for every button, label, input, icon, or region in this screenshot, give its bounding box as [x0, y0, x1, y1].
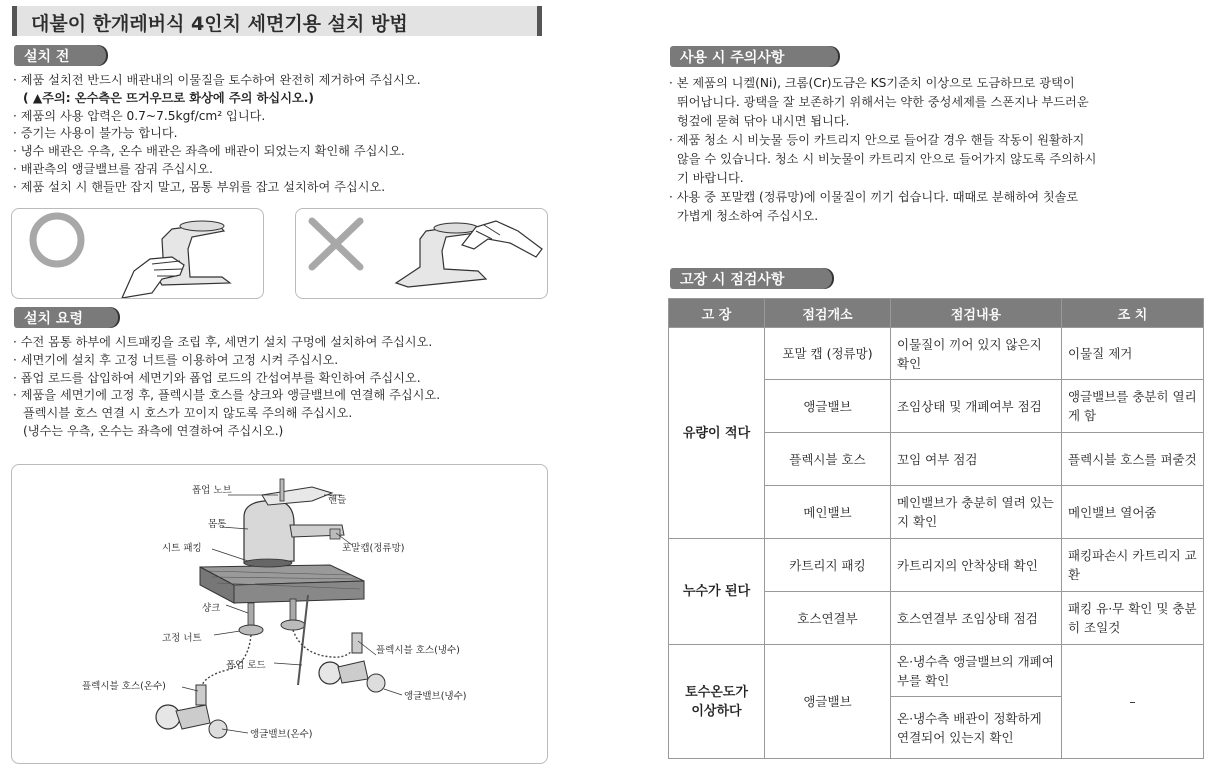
caution-line: 뛰어납니다. 광택을 잘 보존하기 위해서는 약한 중성세제를 스폰지나 부드러운	[677, 95, 1089, 109]
part-cell: 포말 캡 (정류망)	[765, 328, 891, 380]
action-cell: 패킹 유·무 확인 및 충분히 조일것	[1062, 592, 1204, 645]
caution-line: 않을 수 있습니다. 청소 시 비눗물이 카트리지 안으로 들어가지 않도록 주의하시	[677, 152, 1097, 166]
label-body: 몸통	[208, 519, 227, 530]
part-cell: 카트리지 패킹	[765, 539, 891, 592]
fault-cell: 누수가 된다	[669, 539, 765, 645]
table-header-row	[669, 299, 1204, 328]
check-cell: 조임상태 및 개폐여부 점검	[891, 380, 1062, 433]
label-aerator: 포말캡(정류망)	[342, 543, 405, 554]
fault-cell: 유량이 적다	[669, 328, 765, 539]
installation-diagram	[12, 465, 547, 763]
section-tab-install-guide: 설치 요령	[14, 307, 118, 328]
caution-line: 헝겊에 묻혀 닦아 내시면 됩니다.	[677, 114, 850, 128]
installation-diagram-box	[11, 464, 548, 764]
part-cell: 호스연결부	[765, 592, 891, 645]
cross-x-icon	[312, 221, 360, 267]
column-header: 점검개소	[765, 299, 891, 328]
list-item: · 폽업 로드를 삽입하여 세면기와 폽업 로드의 간섭여부를 확인하여 주십시오.	[13, 370, 421, 385]
action-cell: –	[1062, 645, 1204, 759]
column-header: 조 치	[1062, 299, 1204, 328]
list-item: · 제품을 세면기에 고정 후, 플렉시블 호스를 샹크와 앵글밸브에 연결해 주십시오.	[13, 388, 441, 403]
section-tab-before-install: 설치 전	[14, 45, 106, 66]
label-angle-valve-hot: 앵글밸브(온수)	[250, 729, 313, 740]
action-cell: 이물질 제거	[1062, 328, 1204, 380]
section-tab-troubleshooting: 고장 시 점검사항	[670, 268, 832, 289]
correct-grip-illustration	[11, 208, 264, 299]
check-cell: 메인밸브가 충분히 열려 있는지 확인	[891, 486, 1062, 539]
column-header: 점검내용	[891, 299, 1062, 328]
label-shank: 샹크	[202, 603, 221, 614]
list-item: · 냉수 배관은 우측, 온수 배관은 좌측에 배관이 되었는지 확인해 주십시오.	[13, 144, 405, 159]
check-cell: 온·냉수측 배관이 정확하게 연결되어 있는지 확인	[891, 697, 1062, 759]
caution-line: · 본 제품의 니켈(Ni), 크롬(Cr)도금은 KS기준치 이상으로 도금하므로 광택이	[669, 76, 1075, 90]
action-cell: 플렉시블 호스를 펴줄것	[1062, 433, 1204, 486]
page-title-bar	[12, 6, 542, 36]
before-install-list	[13, 72, 421, 197]
action-cell: 패킹파손시 카트리지 교환	[1062, 539, 1204, 592]
list-item: · 제품의 사용 압력은 0.7~7.5kgf/cm² 입니다.	[13, 108, 266, 123]
label-popup-rod: 폽업 로드	[226, 660, 266, 671]
section-tab-usage-caution: 사용 시 주의사항	[670, 46, 838, 67]
caution-line: 가볍게 청소하여 주십시오.	[677, 209, 819, 223]
check-cell: 카트리지의 안착상태 확인	[891, 539, 1062, 592]
label-flex-hose-cold: 플렉시블 호스(냉수)	[376, 645, 460, 656]
list-item: 플렉시블 호스 연결 시 호스가 꼬이지 않도록 주의해 주십시오.	[23, 406, 353, 421]
label-popup-knob: 폽업 노브	[192, 485, 232, 496]
label-handle: 핸들	[328, 495, 347, 506]
install-guide-list	[13, 334, 440, 441]
label-fixing-nut: 고정 너트	[162, 633, 202, 644]
action-cell: 메인밸브 열어줌	[1062, 486, 1204, 539]
list-item: (냉수는 우측, 온수는 좌측에 연결하여 주십시오.)	[23, 423, 284, 438]
caution-line: · 사용 중 포말캡 (정류망)에 이물질이 끼기 쉽습니다. 때때로 분해하여 칫솔로	[669, 190, 1079, 204]
part-cell: 메인밸브	[765, 486, 891, 539]
circle-o-icon	[33, 216, 81, 264]
list-item: · 세면기에 설치 후 고정 너트를 이용하여 고정 시켜 주십시오.	[13, 352, 339, 367]
fault-cell: 토수온도가 이상하다	[669, 645, 765, 759]
check-cell: 꼬임 여부 점검	[891, 433, 1062, 486]
incorrect-grip-drawing	[296, 209, 547, 298]
correct-grip-drawing	[12, 209, 263, 298]
label-flex-hose-hot: 플렉시블 호스(온수)	[82, 681, 166, 692]
page-title: 대붙이 한개레버식 4인치 세면기용 설치 방법	[31, 13, 408, 35]
check-cell: 이물질이 끼어 있지 않은지 확인	[891, 328, 1062, 380]
list-item: · 증기는 사용이 불가능 합니다.	[13, 126, 178, 141]
usage-caution-text	[669, 74, 1203, 226]
action-cell: 앵글밸브를 충분히 열리게 함	[1062, 380, 1204, 433]
list-item: · 수전 몸통 하부에 시트패킹을 조립 후, 세면기 설치 구멍에 설치하여 주십시오.	[13, 335, 433, 349]
check-cell: 호스연결부 조임상태 점검	[891, 592, 1062, 645]
troubleshooting-table	[668, 298, 1204, 759]
caution-line: · 제품 청소 시 비눗물 등이 카트리지 안으로 들어갈 경우 핸들 작동이 원활하지	[669, 133, 1085, 147]
caution-line: 기 바랍니다.	[677, 171, 744, 185]
label-angle-valve-cold: 앵글밸브(냉수)	[404, 691, 467, 702]
table-row	[669, 328, 1204, 380]
caution-paragraph	[669, 74, 1203, 226]
column-header: 고 장	[669, 299, 765, 328]
label-seat-packing: 시트 패킹	[162, 543, 202, 554]
part-cell: 앵글밸브	[765, 380, 891, 433]
part-cell: 앵글밸브	[765, 645, 891, 759]
warning-item: ( ▲주의: 온수측은 뜨거우므로 화상에 주의 하십시오.)	[23, 90, 314, 105]
table-row	[669, 539, 1204, 592]
check-cell: 온·냉수측 앵글밸브의 개폐여부를 확인	[891, 645, 1062, 697]
list-item: · 배관측의 앵글밸브를 잠궈 주십시오.	[13, 161, 213, 176]
list-item: · 제품 설치 시 핸들만 잡지 말고, 몸통 부위를 잡고 설치하여 주십시오.	[13, 179, 386, 194]
table-row	[669, 645, 1204, 697]
part-cell: 플렉시블 호스	[765, 433, 891, 486]
list-item: · 제품 설치전 반드시 배관내의 이물질을 토수하여 완전히 제거하여 주십시오.	[13, 73, 421, 87]
incorrect-grip-illustration	[295, 208, 548, 299]
